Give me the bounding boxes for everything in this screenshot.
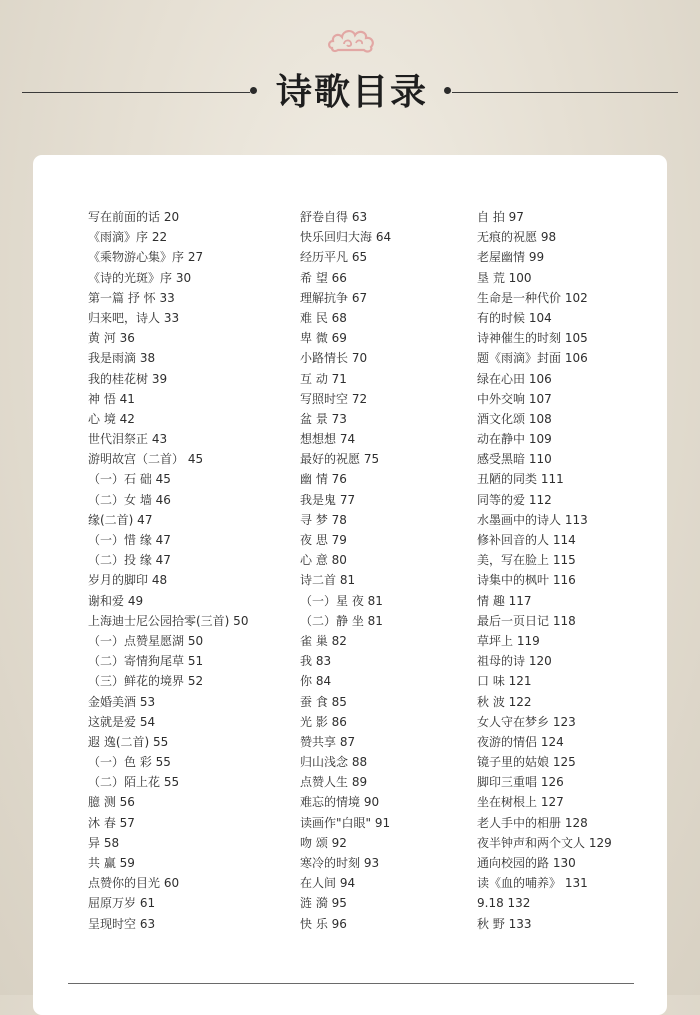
toc-entry: 归来吧，诗人 33 (88, 310, 180, 325)
toc-entry: 夜 思 79 (300, 533, 347, 547)
toc-entry: 心 境 42 (88, 411, 135, 426)
toc-entry: 游明故宫（二首） 45 (88, 452, 204, 467)
toc-entry: （一）星 夜 81 (300, 593, 383, 608)
toc-entry: 题《雨滴》封面 106 (477, 351, 588, 366)
toc-entry: 镜子里的姑娘 125 (477, 755, 576, 770)
toc-entry: 自 拍 97 (477, 210, 524, 224)
toc-entry: 读《血的哺养》 131 (477, 876, 588, 891)
toc-entry: 臆 测 56 (88, 795, 135, 810)
toc-entry: 你 84 (300, 674, 332, 689)
toc-entry: 点赞你的目光 60 (88, 876, 180, 891)
toc-entry: （二）女 墙 46 (88, 492, 171, 507)
toc-entry: 吻 颂 92 (300, 835, 347, 850)
toc-entry: 沐 春 57 (88, 815, 135, 830)
toc-entry: 理解抗争 67 (300, 290, 368, 305)
toc-entry: 蚕 食 85 (300, 694, 347, 709)
toc-entry: 异 58 (88, 835, 120, 850)
toc-entry: 赞共享 87 (300, 734, 356, 749)
title-rule-left (22, 92, 250, 93)
toc-entry: 诗二首 81 (300, 573, 356, 588)
toc-entry: 岁月的脚印 48 (88, 573, 168, 588)
toc-entry: 绿在心田 106 (477, 371, 552, 386)
toc-entry: 动在静中 109 (477, 432, 552, 447)
toc-entry: 草坪上 119 (477, 633, 540, 648)
toc-entry: 小路情长 70 (300, 351, 368, 366)
toc-entry: 酒文化颂 108 (477, 411, 552, 426)
toc-entry: 坐在树根上 127 (477, 795, 564, 810)
toc-entry: 希 望 66 (300, 270, 347, 285)
toc-entry: 卑 微 69 (300, 331, 347, 346)
toc-entry: （一）色 彩 55 (88, 755, 171, 770)
toc-entry: 《雨滴》序 22 (88, 230, 168, 245)
toc-entry: 老屋幽情 99 (477, 250, 545, 265)
toc-entry: 我是雨滴 38 (88, 351, 156, 366)
toc-entry: 这就是爱 54 (88, 714, 156, 729)
toc-column-1 (88, 207, 288, 934)
toc-entry: 舒卷自得 63 (300, 210, 368, 224)
toc-entry: （一）石 础 45 (88, 472, 171, 487)
title-dot-left (250, 87, 257, 94)
page-title: 诗歌目录 (275, 71, 428, 113)
toc-entry: 脚印三重唱 126 (477, 775, 564, 790)
toc-entry: 我的桂花树 39 (88, 371, 168, 386)
toc-entry: 情 趣 117 (477, 593, 532, 608)
toc-entry: 上海迪士尼公园拾零(三首) 50 (88, 613, 249, 628)
toc-entry: 女人守在梦乡 123 (477, 714, 576, 729)
toc-entry: 老人手中的相册 128 (477, 815, 588, 830)
toc-entry: 黄 河 36 (88, 331, 135, 346)
toc-entry: 寻 梦 78 (300, 512, 347, 527)
toc-entry: 口 味 121 (477, 674, 532, 689)
toc-entry: （二）静 坐 81 (300, 613, 383, 628)
title-rule-right (452, 92, 678, 93)
toc-entry: 点赞人生 89 (300, 775, 368, 790)
toc-entry: 同等的爱 112 (477, 492, 552, 507)
toc-entry: 诗集中的枫叶 116 (477, 573, 576, 588)
toc-entry: 诗神催生的时刻 105 (477, 331, 588, 346)
toc-entry: 经历平凡 65 (300, 250, 368, 265)
toc-entry: 涟 漪 95 (300, 896, 347, 911)
toc-entry: 幽 情 76 (300, 472, 347, 487)
toc-entry: 《乘物游心集》序 27 (88, 250, 204, 265)
toc-entry: 我 83 (300, 654, 332, 669)
toc-entry: 难忘的情境 90 (300, 795, 380, 810)
toc-entry: 秋 波 122 (477, 694, 532, 709)
toc-entry: 夜游的情侣 124 (477, 734, 564, 749)
toc-entry: 通向校园的路 130 (477, 856, 576, 870)
toc-entry: 最后一页日记 118 (477, 613, 576, 628)
toc-entry: 我是鬼 77 (300, 492, 356, 507)
toc-entry: 丑陋的同类 111 (477, 472, 564, 487)
toc-entry: 雀 巢 82 (300, 633, 347, 648)
toc-entry: （一）点赞星愿湖 50 (88, 633, 204, 648)
toc-entry: 美，写在脸上 115 (477, 553, 576, 568)
toc-entry: （二）陌上花 55 (88, 775, 180, 790)
toc-column-2 (300, 207, 470, 934)
toc-entry: 快乐回归大海 64 (300, 230, 392, 245)
toc-entry: 世代泪祭正 43 (88, 432, 168, 447)
toc-entry: 金婚美酒 53 (88, 694, 156, 709)
toc-entry: 最好的祝愿 75 (300, 452, 380, 467)
toc-entry: （二）寄情狗尾草 51 (88, 654, 204, 669)
toc-entry: 夜半钟声和两个文人 129 (477, 835, 612, 850)
toc-entry: 盆 景 73 (300, 411, 347, 426)
toc-entry: 缘(二首) 47 (88, 512, 153, 527)
toc-entry: 9.18 132 (477, 896, 531, 911)
toc-entry: 祖母的诗 120 (477, 654, 552, 669)
toc-entry: 屈原万岁 61 (88, 896, 156, 911)
toc-entry: 生命是一种代价 102 (477, 290, 588, 305)
toc-entry: （三）鲜花的境界 52 (88, 674, 204, 689)
toc-entry: 有的时候 104 (477, 310, 552, 325)
toc-entry: 写照时空 72 (300, 391, 368, 406)
toc-entry: 遐 逸(二首) 55 (88, 734, 169, 749)
toc-entry: 谢和爱 49 (88, 593, 144, 608)
toc-entry: 互 动 71 (300, 371, 347, 386)
toc-entry: 想想想 74 (300, 432, 356, 447)
toc-entry: 秋 野 133 (477, 916, 532, 931)
toc-entry: 感受黑暗 110 (477, 452, 552, 467)
toc-entry: 呈现时空 63 (88, 916, 156, 931)
toc-entry: 归山浅念 88 (300, 755, 368, 770)
toc-entry: 心 意 80 (300, 553, 347, 568)
cloud-ornament-icon (326, 24, 378, 54)
toc-entry: 读画作"白眼" 91 (300, 815, 391, 830)
toc-entry: 无痕的祝愿 98 (477, 230, 557, 245)
toc-entry: 神 悟 41 (88, 391, 135, 406)
toc-entry: 快 乐 96 (300, 916, 347, 931)
bottom-rule (68, 983, 634, 984)
toc-entry: 修补回音的人 114 (477, 533, 576, 547)
toc-entry: 在人间 94 (300, 876, 356, 891)
toc-entry: 水墨画中的诗人 113 (477, 512, 588, 527)
toc-entry: 第一篇 抒 怀 33 (88, 290, 175, 305)
toc-column-3 (477, 207, 677, 934)
toc-entry: 垦 荒 100 (477, 270, 532, 285)
toc-entry: 寒冷的时刻 93 (300, 856, 380, 870)
toc-entry: 共 赢 59 (88, 856, 135, 870)
toc-entry: 写在前面的话 20 (88, 210, 180, 224)
toc-entry: 难 民 68 (300, 310, 347, 325)
toc-entry: （二）投 缘 47 (88, 553, 171, 568)
title-dot-right (444, 87, 451, 94)
toc-entry: 《诗的光斑》序 30 (88, 270, 192, 285)
toc-entry: 中外交响 107 (477, 391, 552, 406)
toc-entry: （一）惜 缘 47 (88, 533, 171, 547)
toc-entry: 光 影 86 (300, 714, 347, 729)
